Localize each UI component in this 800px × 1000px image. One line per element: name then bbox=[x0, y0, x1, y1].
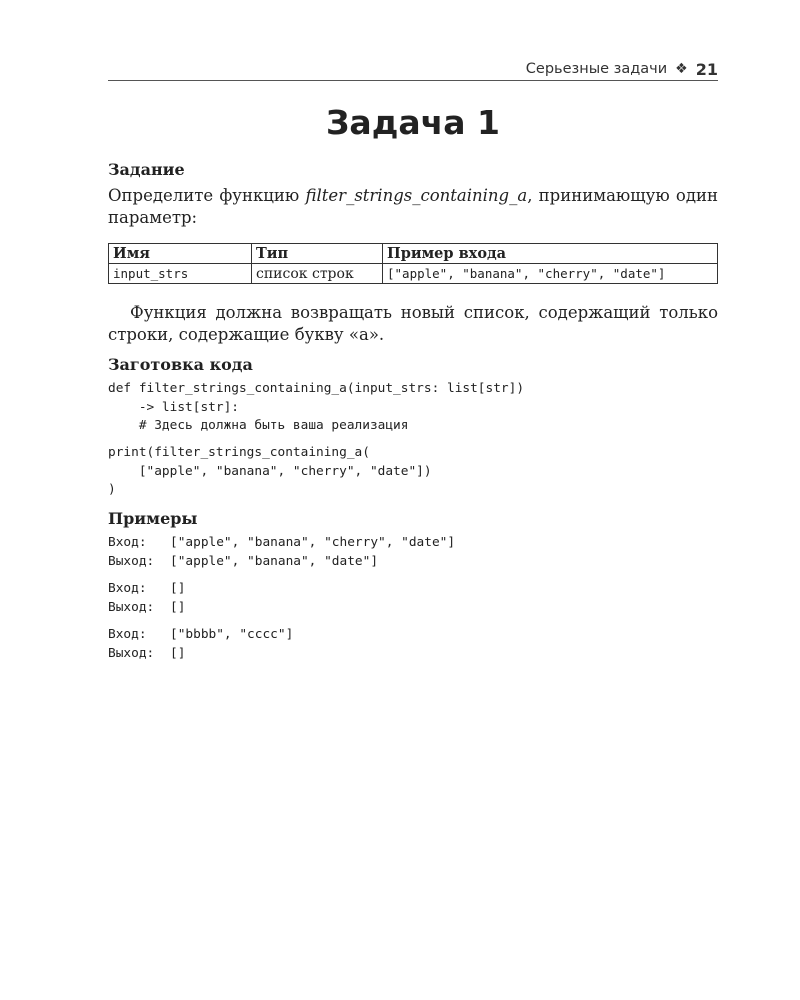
output-label: Выход: bbox=[108, 553, 155, 569]
example-output-value: [] bbox=[170, 599, 186, 615]
page-number: 21 bbox=[695, 59, 718, 79]
table-header-cell: Тип bbox=[252, 244, 383, 264]
table-header-cell: Пример входа bbox=[383, 244, 718, 264]
table-header-row bbox=[109, 244, 718, 264]
table-cell: список строк bbox=[252, 264, 383, 284]
example-input-value: ["apple", "banana", "cherry", "date"] bbox=[170, 535, 456, 550]
code-block-function: def filter_strings_containing_a(input_strs: list[str]) -> list[str]: # Здесь должна быть ваша реализация bbox=[108, 381, 525, 433]
example-block bbox=[108, 580, 185, 617]
example-output-row bbox=[108, 645, 293, 664]
example-input-value: ["bbbb", "cccc"] bbox=[170, 627, 294, 642]
example-block bbox=[108, 626, 293, 663]
parameters-table bbox=[108, 243, 718, 284]
section-title: Серьезные задачи bbox=[525, 61, 668, 77]
example-input-row bbox=[108, 626, 293, 645]
table-row bbox=[109, 264, 718, 284]
header-rule bbox=[108, 80, 718, 81]
task-intro bbox=[108, 185, 718, 229]
table-cell: ["apple", "banana", "cherry", "date"] bbox=[383, 264, 718, 284]
input-label: Вход: bbox=[108, 581, 147, 596]
example-block bbox=[108, 534, 455, 571]
diamond-separator-icon: ❖ bbox=[675, 61, 688, 77]
code-heading: Заготовка кода bbox=[108, 355, 253, 374]
page-title: Задача 1 bbox=[325, 103, 500, 142]
output-label: Выход: bbox=[108, 645, 155, 661]
example-input-row bbox=[108, 580, 185, 599]
table-header-cell: Имя bbox=[109, 244, 252, 264]
example-output-row bbox=[108, 599, 185, 618]
example-output-value: [] bbox=[170, 645, 186, 661]
running-header bbox=[108, 58, 718, 80]
task-heading: Задание bbox=[108, 160, 185, 179]
task-intro-after: , принимающую один параметр: bbox=[108, 186, 718, 227]
example-output-row bbox=[108, 553, 455, 572]
example-output-value: ["apple", "banana", "date"] bbox=[170, 553, 379, 569]
input-label: Вход: bbox=[108, 535, 147, 550]
task-intro-before: Определите функцию bbox=[108, 186, 306, 205]
examples-heading: Примеры bbox=[108, 509, 198, 528]
example-input-row bbox=[108, 534, 455, 553]
function-name: filter_strings_containing_a bbox=[305, 186, 528, 205]
output-label: Выход: bbox=[108, 599, 155, 615]
code-block-print: print(filter_strings_containing_a( ["apple", "banana", "cherry", "date"]) ) bbox=[108, 445, 432, 497]
table-cell: input_strs bbox=[109, 264, 252, 284]
task-description: Функция должна возвращать новый список, содержащий только строки, содержащие букву «а». bbox=[108, 303, 718, 344]
input-label: Вход: bbox=[108, 627, 147, 642]
example-input-value: [] bbox=[170, 581, 186, 596]
